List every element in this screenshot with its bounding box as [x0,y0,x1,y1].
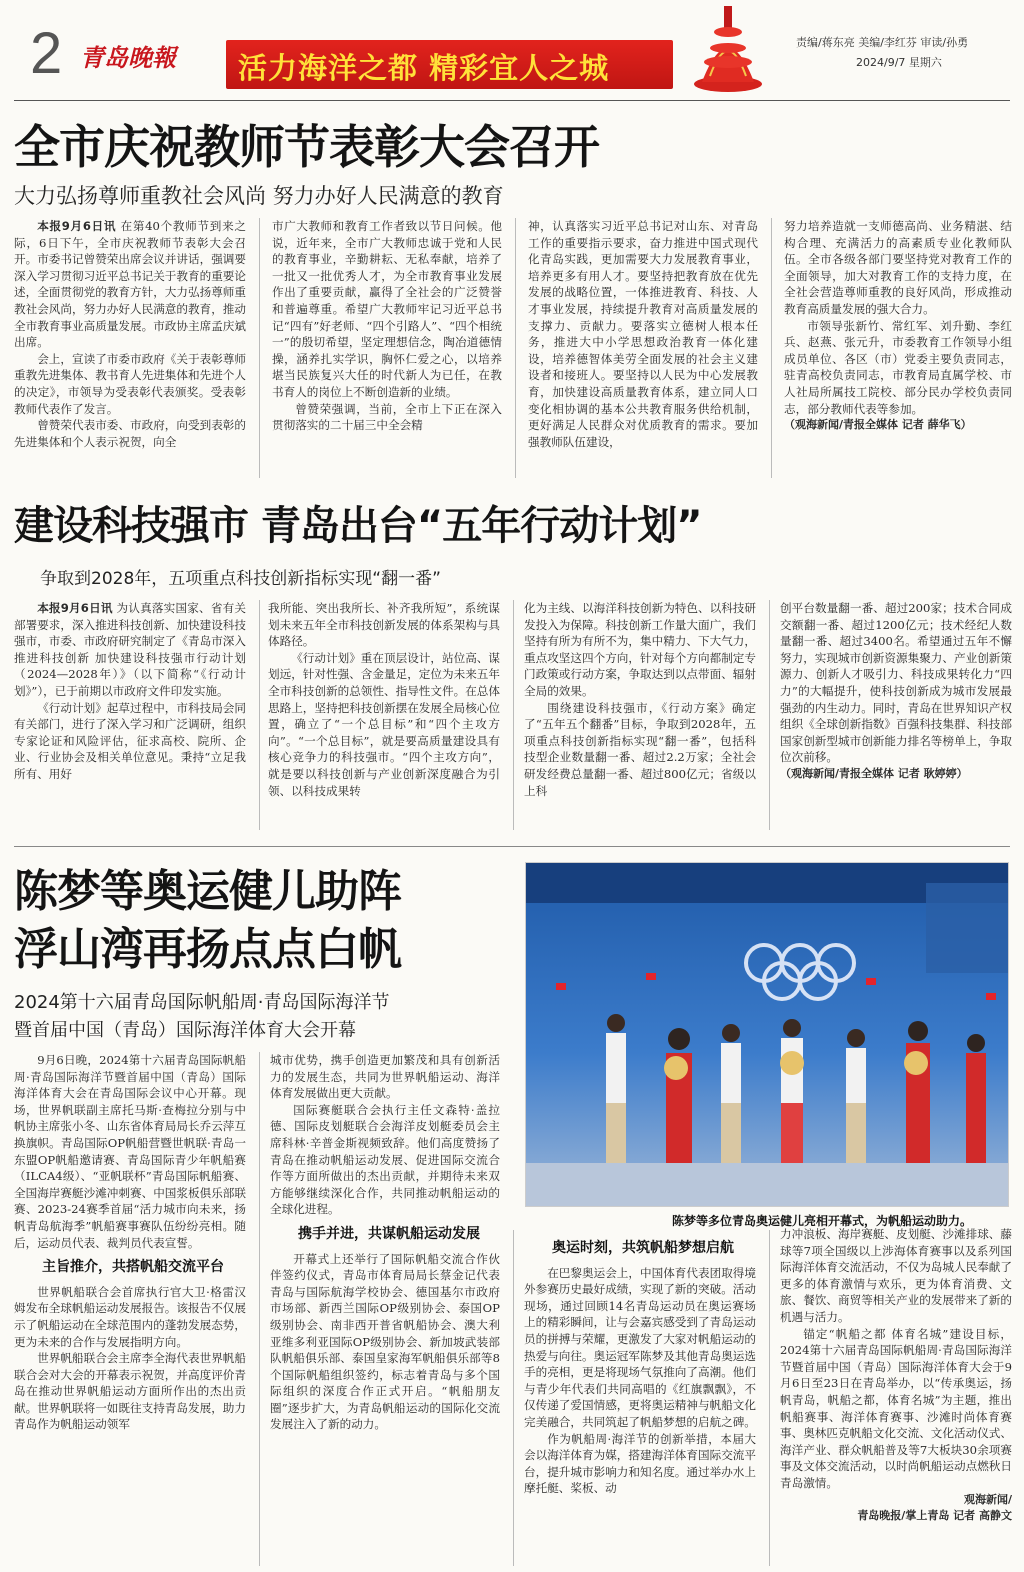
article2-column-2 [268,600,500,832]
editors-credit: 责编/蒋东亮 美编/李红芬 审读/孙勇 [796,36,969,49]
publication-date: 2024/9/7 星期六 [856,56,942,69]
article2-headline: 建设科技强市 青岛出台“五年行动计划” [14,503,702,549]
article2-column-4 [780,600,1012,832]
section-subheading: 主旨推介，共搭帆船交流平台 [42,1259,224,1276]
column-divider [259,1052,260,1566]
article3-column-4 [780,1226,1012,1568]
column-divider [769,600,770,830]
paragraph: 曾赞荣代表市委、市政府，向受到表彰的先进集体和个人表示祝贺，向全 [14,418,246,449]
paragraph: 9月6日晚，2024第十六届青岛国际帆船周·青岛国际海洋节暨首届中国（青岛）国际海洋体育大会在青岛国际会议中心开幕。现场，世界帆联副主席托马斯·查梅拉分别与中帆协主席张小冬、山东省体育局局长乔云萍互换旗帜。青岛国际OP帆船营暨世帆联·青岛一东盟OP帆船邀请赛、青岛国际青少年帆船赛（ILCA4级）、“亚帆联杯”青岛国际帆船赛、全国海岸赛艇沙滩冲刺赛、中国浆板俱乐部联赛、2023-24赛季首届“活力城市向未来，扬帆青岛航海季”帆船赛事赛队伍纷纷亮相。随后，运动员代表、裁判员代表宣誓。 [14,1053,246,1250]
article1-subhead: 大力弘扬尊师重教社会风尚 努力办好人民满意的教育 [14,184,504,208]
column-divider [769,1230,770,1566]
article3-column-2 [270,1052,500,1568]
article1-headline: 全市庆祝教师节表彰大会召开 [14,120,599,174]
article3-headline-line1: 陈梦等奥运健儿助阵 [14,866,401,917]
article3-headline-line2: 浮山湾再扬点点白帆 [14,924,401,975]
paragraph: 我所能、突出我所长、补齐我所短”，系统谋划未来五年全市科技创新发展的体系架构与具体路径。 [268,601,500,649]
section-subheading: 携手并进，共谋帆船运动发展 [298,1225,480,1242]
column-divider [513,600,514,830]
paragraph: 在第40个教师节到来之际，6日下午，全市庆祝教师节表彰大会召开。市委书记曾赞荣出席会议并讲话，强调要深入学习贯彻习近平总书记关于教育的重要论述，全面贯彻党的教育方针，大力弘扬尊师重教社会风尚，努力办好人民满意的教育，推动全市教育事业高质量发展。市政协主席孟庆斌出席。 [14,219,246,350]
article1-column-1 [14,218,246,480]
header-rule [14,100,1010,101]
byline: （观海新闻/青报全媒体 记者 耿婷婷） [780,766,968,780]
article3-subhead-line1: 2024第十六届青岛国际帆船周·青岛国际海洋节 [14,992,390,1013]
article2-column-1 [14,600,246,832]
article1-column-4 [784,218,1012,480]
photo-caption: 陈梦等多位青岛奥运健儿亮相开幕式，为帆船运动助力。 [672,1214,973,1228]
paragraph: 曾赞荣强调，当前，全市上下正在深入贯彻落实的二十届三中全会精 [272,401,502,433]
section-divider [14,846,1010,847]
column-divider [513,1230,514,1566]
column-divider [771,218,772,478]
article3-subhead-line2: 暨首届中国（青岛）国际海洋体育大会开幕 [14,1020,356,1041]
column-divider [515,218,516,478]
byline: （观海新闻/青报全媒体 记者 薛华飞） [784,418,972,432]
paragraph: 国际赛艇联合会执行主任文森特·盖拉德、国际皮划艇联合会海洋皮划艇委员会主席科林·辛普金斯视频致辞。他们高度赞扬了青岛在推动帆船运动发展、促进国际交流合作等方面所做出的杰出贡献，并期待未来双方能够继续深化合作，共同推动帆船运动的全球化进程。 [270,1102,500,1217]
paragraph: 市广大教师和教育工作者致以节日问候。他说，近年来，全市广大教师忠诚于党和人民的教育事业，辛勤耕耘、无私奉献，培养了一批又一批优秀人才，为全市教育事业发展作出了重要贡献，赢得了全社会的广泛赞誉和普遍尊重。希望广大教师牢记习近平总书记“四有”好老师、“四个引路人”、“四个相统一”的殷切希望，坚定理想信念，陶冶道德情操，涵养扎实学识，胸怀仁爱之心，以培养堪当民族复兴大任的时代新人为已任，在教书育人的岗位上不断创造新的业绩。 [272,219,502,399]
masthead-logo: 青岛晚報 [80,43,176,72]
paragraph: 锚定“帆船之都 体育名城”建设目标，2024第十六届青岛国际帆船周·青岛国际海洋节暨首届中国（青岛）国际海洋体育大会于9月6日至23日在青岛举办，以“传承奥运，扬帆青岛，帆船之都，体育名城”为主题，推出帆船赛事、海洋体育赛事、沙滩时尚体育赛事、奥林匹克帆船文化交流、文化活动仪式、海洋产业、群众帆船普及等7大板块30余项赛事及文体交流活动，以时尚帆船运动点燃秋日青岛激情。 [780,1326,1012,1490]
paragraph: 《行动计划》起草过程中，市科技局会同有关部门，进行了深入学习和广泛调研，组织专家论证和风险评估，征求高校、院所、企业、行业协会及相关单位意见。秉持“立足我所有、用好 [14,700,246,781]
section-subheading: 奥运时刻，共筑帆船梦想启航 [552,1240,734,1256]
article3-column-3 [524,1232,756,1568]
byline: 观海新闻/ [963,1492,1012,1506]
paragraph: 在巴黎奥运会上，中国体育代表团取得境外参赛历史最好成绩，实现了新的突破。活动现场，通过回顾14名青岛运动员在奥运赛场上的精彩瞬间，让与会嘉宾感受到了青岛运动员的拼搏与荣耀，更激发了大家对帆船运动的热爱与向往。奥运冠军陈梦及其他青岛奥运选手的亮相，更是将现场气氛推向了高潮。他们与青少年代表们共同高唱的《红旗飘飘》，不仅传递了爱国情感，更将奥运精神与帆船文化完美融合，共同筑起了帆船梦想的启航之碑。 [524,1265,756,1429]
paragraph: 《行动计划》重在顶层设计，站位高、谋划远，针对性强、含金量足，定位为未来五年全市科技创新的总领性、指导性文件。在总体思路上，坚持把科技创新摆在发展全局核心位置，确立了“一个总目标”和“四个主攻方向”。“一个总目标”，就是要高质量建设具有核心竞争力的科技强市。“四个主攻方向”，就是要以科技创新与产业创新深度融合为引领、以科技成果转 [268,650,500,798]
paragraph: 开幕式上还举行了国际帆船交流合作伙伴签约仪式，青岛市体育局局长蔡金记代表青岛与国际航海学校协会、德国基尔市政府市场部、新西兰国际OP级别协会、泰国OP级别协会、南非西开普省帆船协会、澳大利亚维多利亚国际OP级别协会、新加坡武装部队帆船俱乐部、泰国皇家海军帆船俱乐部等8个国际帆船组织签约，标志着青岛与多个国际组织的深度合作正式开启。“帆船朋友圈”逐步扩大，为青岛帆船运动的国际化交流发展注入了新的动力。 [270,1251,500,1432]
article1-column-3 [528,218,758,480]
paragraph: 为认真落实国家、省有关部署要求，深入推进科技创新、加快建设科技强市，市委、市政府研究制定了《青岛市深入推进科技创新 加快建设科技强市行动计划（2024—2028年）》（以下简称“《行动计划》”），已于前期以市政府文件印发实施。 [14,601,246,698]
article1-column-2 [272,218,502,480]
column-divider [259,600,260,830]
page-number: 2 [30,21,63,86]
ceremony-photo [525,862,1009,1207]
paragraph: 力冲浪板、海岸赛艇、皮划艇、沙滩排球、藤球等7项全国级以上涉海体育赛事以及系列国际海洋体育交流活动，不仅为岛城人民奉献了更多的体育激情与欢乐，更为体育消费、文旅、餐饮、商贸等相关产业的发展带来了新的机遇与活力。 [780,1227,1012,1324]
dateline: 本报9月6日讯 [37,601,113,615]
article2-column-3 [524,600,756,832]
paragraph: 世界帆船联合会主席李全海代表世界帆船联合会对大会的开幕表示祝贺，并高度评价青岛在推动世界帆船运动方面所作出的杰出贡献。世界帆联将一如既往支持青岛发展，助力青岛作为帆船运动领军 [14,1351,246,1432]
paragraph: 围绕建设科技强市，《行动方案》确定了“五年五个翻番”目标，争取到2028年，五项重点科技创新指标实现“翻一番”，包括科技型企业数量翻一番、超过2.2万家；全社会研发经费总量翻一番、超过800亿元；省级以上科 [524,700,756,798]
paragraph: 世界帆船联合会首席执行官大卫·格雷汉姆发布全球帆船运动发展报告。该报告不仅展示了帆船运动在全球范围内的蓬勃发展态势，更为未来的合作与发展指明方向。 [14,1284,246,1349]
paragraph: 作为帆船周·海洋节的创新举措，本届大会以海洋体育为媒，搭建海洋体育国际交流平台，提升城市影响力和知名度。通过举办水上摩托艇、桨板、动 [524,1431,756,1496]
paragraph: 创平台数量翻一番、超过200家；技术合同成交额翻一番、超过1200亿元；技术经纪人数量翻一番、超过3400名。希望通过五年不懈努力，实现城市创新资源集聚力、产业创新策源力、创新人才吸引力、科技成果转化力“四力”的大幅提升，使科技创新成为城市发展最强劲的内生动力。同时，青岛在世界知识产权组织《全球创新指数》百强科技集群、科技部国家创新型城市创新能力排名等榜单上，争取位次前移。 [780,601,1012,765]
paragraph: 城市优势，携手创造更加繁茂和具有创新活力的发展生态，共同为世界帆船运动、海洋体育发展做出更大贡献。 [270,1053,500,1101]
paragraph: 会上，宣读了市委市政府《关于表彰尊师重教先进集体、教书育人先进集体和先进个人的决定》，市领导为受表彰代表颁奖。受表彰教师代表作了发言。 [14,351,246,416]
paragraph: 市领导张新竹、常红军、刘升勤、李红兵、赵燕、张元升，市委教育工作领导小组成员单位、各区（市）党委主要负责同志，驻青高校负责同志，市教育局直属学校、市人社局所属技工院校、部分民办学校负责同志，部分教师代表等参加。 [784,318,1012,416]
paragraph: 化为主线、以海洋科技创新为特色、以科技研发投入为保障。科技创新工作量大面广，我们坚持有所为有所不为，集中精力、下大气力，重点攻坚这四个方向，针对每个方向都制定专门政策或行动方案，争取达到以点带面、辐射全局的效果。 [524,601,756,698]
dateline: 本报9月6日讯 [37,219,117,233]
column-divider [259,218,260,478]
slogan-text: 活力海洋之都 精彩宜人之城 [238,51,610,85]
article3-column-1 [14,1052,246,1568]
article2-subhead: 争取到2028年，五项重点科技创新指标实现“翻一番” [40,569,441,589]
byline: 青岛晚报/掌上青岛 记者 高静文 [857,1509,1012,1523]
landmark-tower-icon [690,4,780,94]
paragraph: 神，认真落实习近平总书记对山东、对青岛工作的重要指示要求，奋力推进中国式现代化青岛实践，更加需要大力发展教育事业，培养更多有用人才。要坚持把教育放在优先发展的战略位置，一体推进教育、科技、人才事业发展，持续提升教育对高质量发展的支撑力、贡献力。要落实立德树人根本任务，推进大中小学思想政治教育一体化建设，培养德智体美劳全面发展的社会主义建设者和接班人。要坚持以人民为中心发展教育，加快建设高质量教育体系，建立同人口变化相协调的基本公共教育服务供给机制，更好满足人民群众对优质教育的需求。要加强教师队伍建设， [528,219,758,449]
paragraph: 努力培养造就一支师德高尚、业务精湛、结构合理、充满活力的高素质专业化教师队伍。全市各级各部门要坚持党对教育工作的全面领导，加大对教育工作的支持力度，在全社会营造尊师重教的良好风尚，形成推动教育高质量发展的强大合力。 [784,219,1012,316]
